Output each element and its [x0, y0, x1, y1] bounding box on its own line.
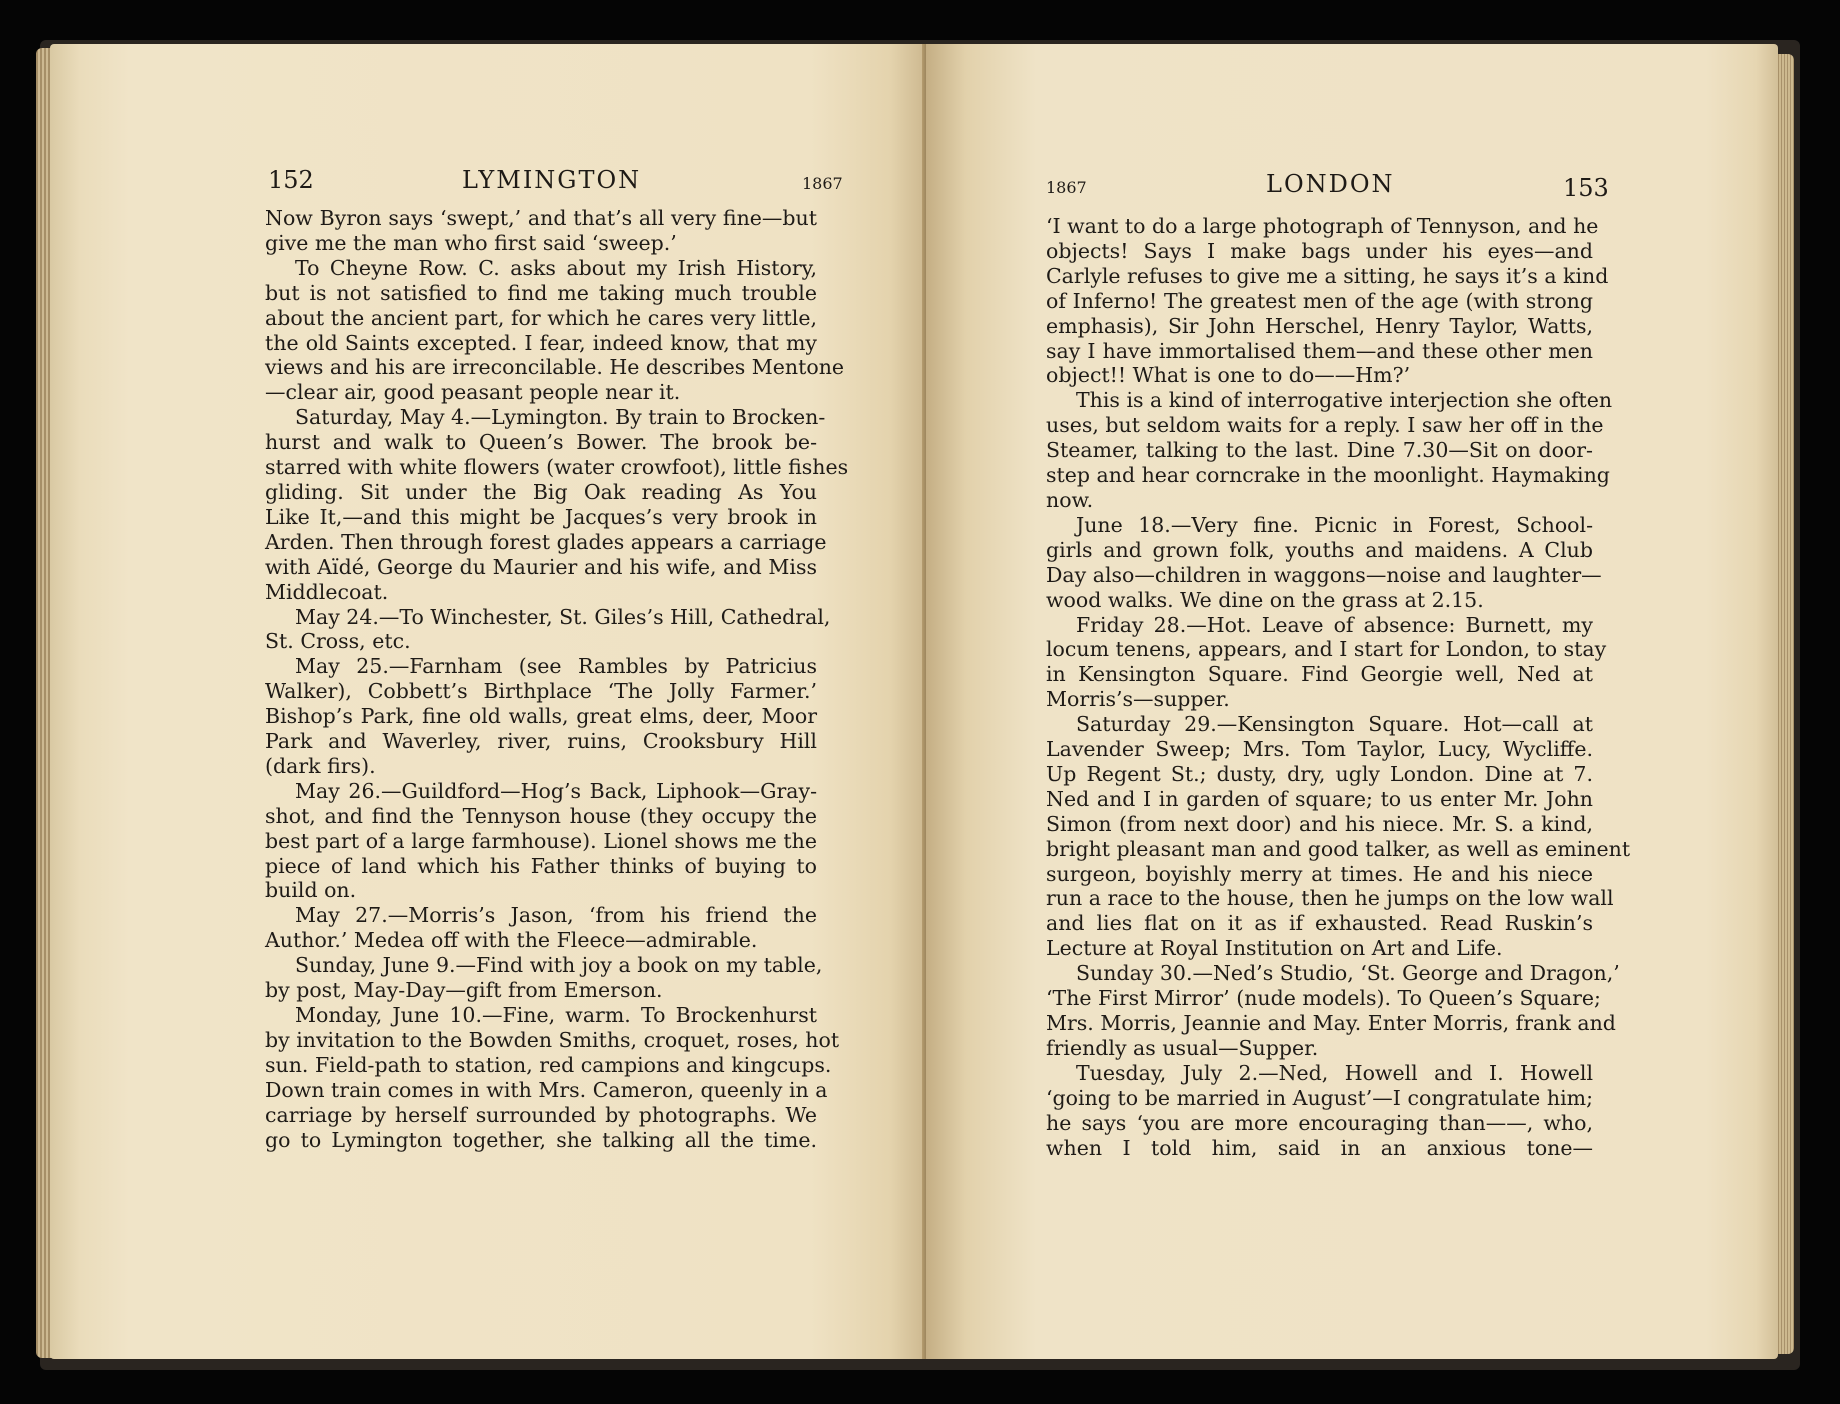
text-line: Lavender Sweep; Mrs. Tom Taylor, Lucy, Wycliffe.	[1046, 737, 1593, 762]
text-line: say I have immortalised them—and these other men	[1046, 338, 1593, 363]
text-line: piece of land which his Father thinks of buying to	[265, 853, 817, 878]
text-line: but is not satisfied to find me taking much trouble	[265, 280, 817, 305]
right-running-head	[926, 170, 1778, 210]
text-line: starred with white flowers (water crowfoot), little fishes	[265, 455, 849, 480]
text-line: —clear air, good peasant people near it.	[265, 380, 681, 405]
text-line: Like It,—and this might be Jacques’s very brook in	[265, 504, 817, 529]
text-line: Morris’s—supper.	[1046, 687, 1230, 712]
text-line: May 25.—Farnham (see Rambles by Patricius	[295, 654, 817, 679]
text-line: Friday 28.—Hot. Leave of absence: Burnett, my	[1076, 612, 1593, 637]
text-line: give me the man who first said ‘sweep.’	[265, 230, 677, 255]
text-line: Sunday 30.—Ned’s Studio, ‘St. George and Dragon,’	[1076, 961, 1620, 986]
text-line: bright pleasant man and good talker, as well as eminent	[1046, 836, 1631, 861]
text-line: May 27.—Morris’s Jason, ‘from his friend the	[295, 903, 817, 928]
text-line: Monday, June 10.—Fine, warm. To Brockenhurst	[295, 1003, 817, 1027]
right-running-title: LONDON	[1266, 170, 1395, 198]
text-line: run a race to the house, then he jumps on the low wall	[1046, 886, 1614, 911]
text-line: shot, and find the Tennyson house (they occupy the	[265, 803, 817, 828]
text-line: St. Cross, etc.	[265, 629, 411, 654]
text-line: To Cheyne Row. C. asks about my Irish History,	[295, 255, 817, 280]
text-line: about the ancient part, for which he cares very little,	[265, 305, 817, 330]
text-line: Down train comes in with Mrs. Cameron, queenly in a	[265, 1077, 828, 1102]
text-line: hurst and walk to Queen’s Bower. The brook be-	[265, 430, 817, 455]
text-line: ‘going to be married in August’—I congratulate him;	[1046, 1085, 1593, 1110]
text-line: emphasis), Sir John Herschel, Henry Taylor, Watts,	[1046, 313, 1593, 338]
text-line: by post, May-Day—gift from Emerson.	[265, 978, 663, 1003]
text-line: Saturday, May 4.—Lymington. By train to Brocken-	[295, 405, 826, 430]
text-line: sun. Field-path to station, red campions and kingcups.	[265, 1052, 832, 1077]
text-line: (dark firs).	[265, 753, 376, 778]
text-line: Up Regent St.; dusty, dry, ugly London. Dine at 7.	[1046, 761, 1593, 786]
text-line: Lecture at Royal Institution on Art and Life.	[1046, 936, 1503, 961]
left-running-title: LYMINGTON	[462, 166, 642, 194]
right-body-text	[1046, 214, 1631, 1160]
text-line: Middlecoat.	[265, 579, 389, 604]
text-line: carriage by herself surrounded by photographs. We	[265, 1102, 817, 1127]
text-line: May 24.—To Winchester, St. Giles’s Hill, Cathedral,	[295, 604, 831, 629]
text-line: Ned and I in garden of square; to us enter Mr. John	[1046, 786, 1593, 811]
text-line: with Aïdé, George du Maurier and his wife, and Miss	[265, 554, 817, 579]
text-line: object!! What is one to do——Hm?’	[1046, 363, 1411, 388]
text-line: surgeon, boyishly merry at times. He and his niece	[1046, 861, 1593, 886]
text-line: Now Byron says ‘swept,’ and that’s all very fine—but	[265, 206, 817, 230]
text-line: Bishop’s Park, fine old walls, great elms, deer, Moor	[265, 704, 817, 729]
text-line: Mrs. Morris, Jeannie and May. Enter Morris, frank and	[1046, 1011, 1616, 1035]
left-page-number: 152	[268, 166, 314, 194]
right-year: 1867	[1046, 178, 1087, 197]
text-line: gliding. Sit under the Big Oak reading As You	[265, 479, 817, 504]
text-line: Arden. Then through forest glades appears a carriage	[265, 529, 827, 554]
text-line: Day also—children in waggons—noise and laughter—	[1046, 562, 1602, 587]
text-line: This is a kind of interrogative interjection she often	[1076, 388, 1613, 413]
text-line: now.	[1046, 487, 1094, 512]
text-line: when I told him, said in an anxious tone—	[1046, 1135, 1593, 1160]
text-line: of Inferno! The greatest men of the age (with strong	[1046, 288, 1593, 313]
text-line: ‘I want to do a large photograph of Tennyson, and he	[1046, 214, 1599, 238]
text-line: June 18.—Very fine. Picnic in Forest, School-	[1076, 512, 1593, 537]
text-line: in Kensington Square. Find Georgie well, Ned at	[1046, 662, 1593, 687]
text-line: Park and Waverley, river, ruins, Crooksbury Hill	[265, 729, 817, 754]
text-line: go to Lymington together, she talking all the time.	[265, 1127, 817, 1152]
text-line: Steamer, talking to the last. Dine 7.30—Sit on door-	[1046, 438, 1593, 463]
right-page-number: 153	[1563, 174, 1609, 202]
text-line: objects! Says I make bags under his eyes—and	[1046, 238, 1593, 263]
text-line: Sunday, June 9.—Find with joy a book on my table,	[295, 953, 823, 978]
text-line: friendly as usual—Supper.	[1046, 1035, 1319, 1060]
text-line: build on.	[265, 878, 357, 903]
text-line: step and hear corncrake in the moonlight. Haymaking	[1046, 463, 1610, 488]
text-line: Walker), Cobbett’s Birthplace ‘The Jolly Farmer.’	[265, 679, 817, 704]
text-line: by invitation to the Bowden Smiths, croquet, roses, hot	[265, 1027, 840, 1052]
right-page	[926, 44, 1778, 1359]
left-year: 1867	[802, 174, 843, 193]
text-line: and lies flat on it as if exhausted. Read Ruskin’s	[1046, 911, 1593, 936]
text-line: May 26.—Guildford—Hog’s Back, Liphook—Gray-	[295, 778, 817, 803]
text-line: the old Saints excepted. I fear, indeed know, that my	[265, 330, 817, 355]
text-line: best part of a large farmhouse). Lionel shows me the	[265, 828, 817, 853]
text-line: Saturday 29.—Kensington Square. Hot—call at	[1076, 712, 1593, 737]
text-line: uses, but seldom waits for a reply. I saw her off in the	[1046, 413, 1604, 438]
text-line: ‘The First Mirror’ (nude models). To Queen’s Square;	[1046, 986, 1601, 1011]
left-running-head	[50, 166, 932, 206]
text-line: wood walks. We dine on the grass at 2.15.	[1046, 587, 1484, 612]
text-line: locum tenens, appears, and I start for London, to stay	[1046, 637, 1607, 662]
text-line: Carlyle refuses to give me a sitting, he says it’s a kind	[1046, 263, 1609, 288]
text-line: girls and grown folk, youths and maidens. A Club	[1046, 537, 1593, 562]
text-line: he says ‘you are more encouraging than——, who,	[1046, 1110, 1593, 1135]
text-line: Author.’ Medea off with the Fleece—admirable.	[265, 928, 758, 953]
text-line: Tuesday, July 2.—Ned, Howell and I. Howell	[1076, 1060, 1593, 1085]
left-page	[50, 44, 932, 1359]
text-line: Simon (from next door) and his niece. Mr. S. a kind,	[1046, 811, 1593, 836]
text-line: views and his are irreconcilable. He describes Mentone	[265, 355, 845, 380]
left-body-text	[265, 206, 849, 1152]
